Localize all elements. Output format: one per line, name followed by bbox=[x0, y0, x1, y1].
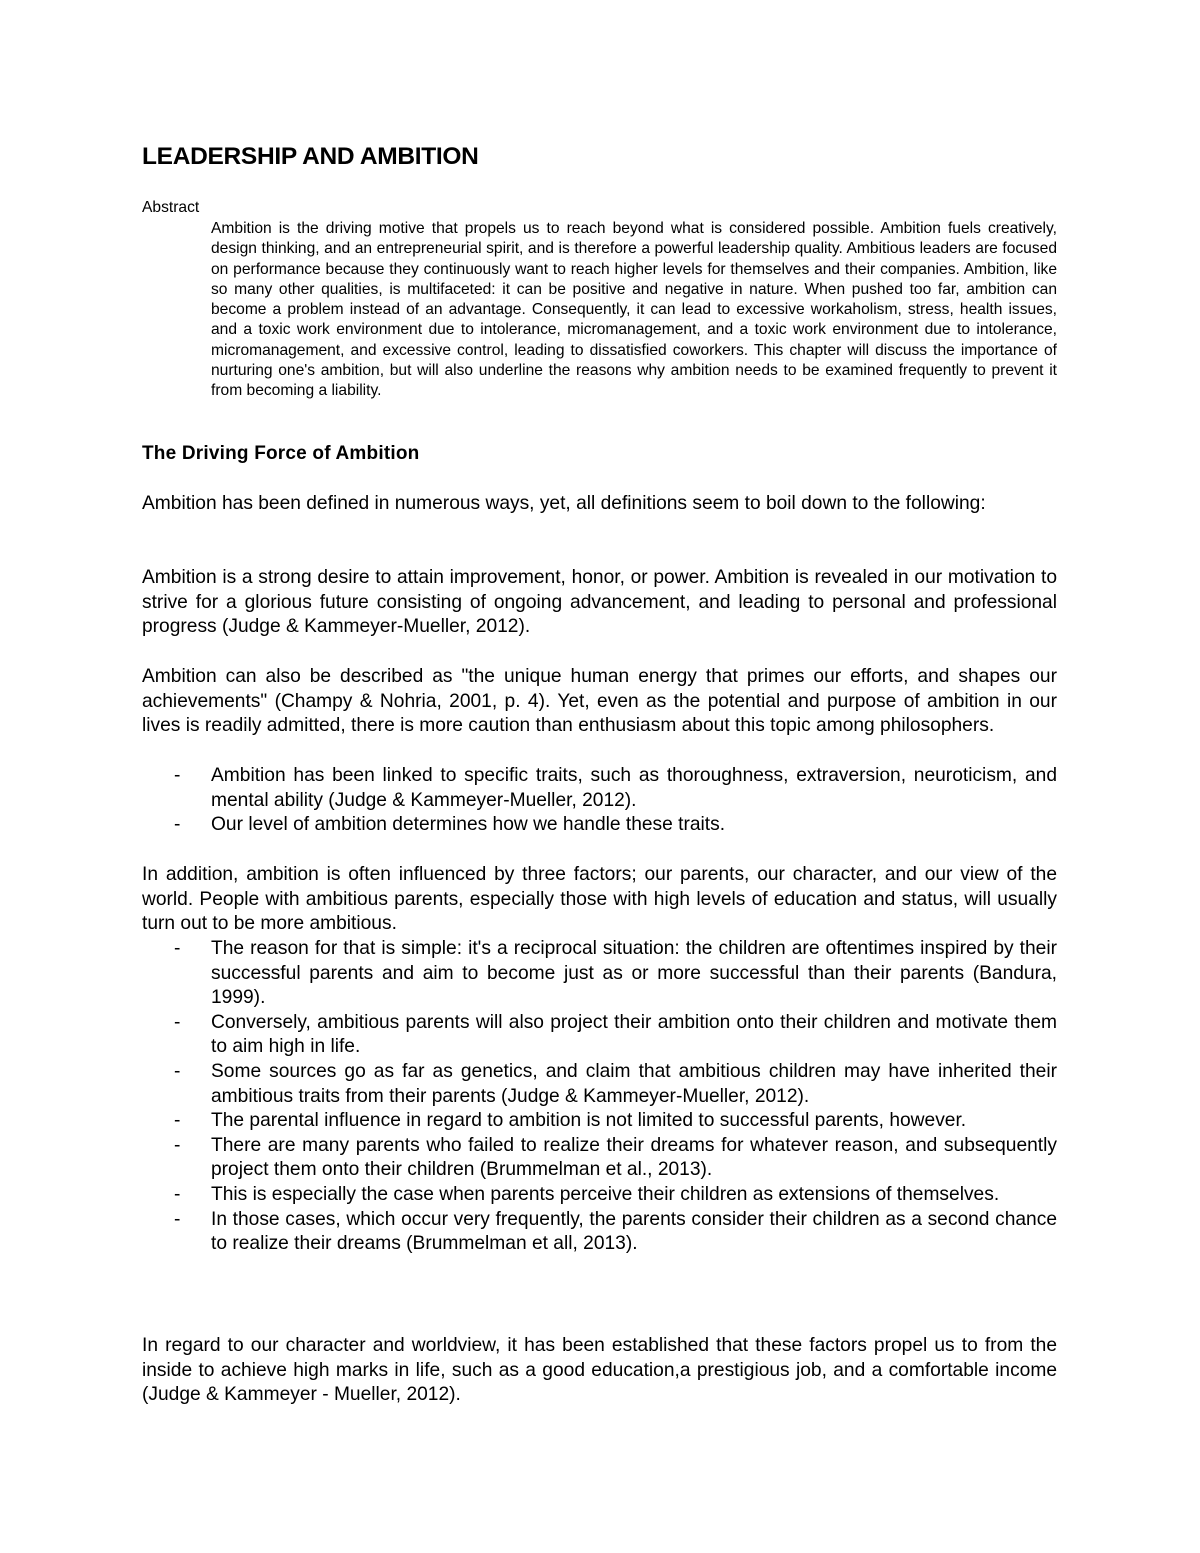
abstract-label: Abstract bbox=[142, 199, 200, 216]
paragraph-description: Ambition can also be described as "the unique human energy that primes our efforts, and shapes our achievements" (Champy & Nohria, 2001, p. 4). Yet, even as the potential and purpose of ambition in our lives is readily admitted, there is more caution than enthusiasm about this topic among philosophers. bbox=[142, 666, 1057, 737]
bullet-dash: - bbox=[174, 1011, 181, 1033]
bullet-dash: - bbox=[174, 938, 181, 959]
bullet-dash: - bbox=[174, 1110, 181, 1132]
bullet-dash: - bbox=[174, 765, 181, 786]
list-item: - There are many parents who failed to realize their dreams for whatever reason, and subsequently project them onto their children (Brummelman et al., 2013). bbox=[174, 1134, 1057, 1181]
list-item: - Ambition has been linked to specific traits, such as thoroughness, extraversion, neuroticism, and mental ability (Judge & Kammeyer-Mueller, 2012). bbox=[174, 765, 1057, 811]
paragraph-factors: In addition, ambition is often influenced by three factors; our parents, our character, and our view of the world. People with ambitious parents, especially those with high levels of education and status, will usually turn out to be more ambitious. bbox=[142, 864, 1057, 935]
paragraph-character-worldview: In regard to our character and worldview, it has been established that these factors propel us to from the inside to achieve high marks in life, such as a good education,a prestigious job, and a comfortable income (Judge & Kammeyer - Mueller, 2012). bbox=[142, 1335, 1057, 1406]
parents-bullet-list bbox=[142, 937, 1057, 1257]
abstract-text: Ambition is the driving motive that propels us to reach beyond what is considered possible. Ambition fuels creatively, design thinking, and an entrepreneurial spirit, and is therefore a powerful leadership quality. Ambitious leaders are focused on performance because they continuously want to reach higher levels for themselves and their companies. Ambition, like so many other qualities, is multifaceted: it can be positive and negative in nature. When pushed too far, ambition can become a problem instead of an advantage. Consequently, it can lead to excessive workaholism, stress, health issues, and a toxic work environment due to intolerance, micromanagement, and a toxic work environment due to intolerance, micromanagement, and excessive control, leading to dissatisfied coworkers. This chapter will discuss the importance of nurturing one's ambition, but will also underline the reasons why ambition needs to be examined frequently to prevent it from becoming a liability. bbox=[211, 220, 1057, 400]
list-item: - Our level of ambition determines how we handle these traits. bbox=[142, 813, 1057, 838]
paragraph-definition: Ambition is a strong desire to attain improvement, honor, or power. Ambition is revealed in our motivation to strive for a glorious future consisting of ongoing advancement, and leading to personal and professional progress (Judge & Kammeyer-Mueller, 2012). bbox=[142, 567, 1057, 638]
list-item: - Some sources go as far as genetics, and claim that ambitious children may have inherited their ambitious traits from their parents (Judge & Kammeyer-Mueller, 2012). bbox=[174, 1060, 1057, 1107]
bullet-dash: - bbox=[174, 1134, 181, 1156]
document-title: LEADERSHIP AND AMBITION bbox=[142, 143, 479, 170]
bullet-dash: - bbox=[174, 814, 181, 836]
list-item: - This is especially the case when parents perceive their children as extensions of themselves. bbox=[142, 1183, 1057, 1208]
traits-bullet-list bbox=[142, 764, 1057, 838]
list-item: - The parental influence in regard to ambition is not limited to successful parents, however. bbox=[142, 1109, 1057, 1134]
bullet-dash: - bbox=[174, 1208, 181, 1230]
list-item: - In those cases, which occur very frequently, the parents consider their children as a second chance to realize their dreams (Brummelman et all, 2013). bbox=[174, 1208, 1057, 1255]
list-item: - The reason for that is simple: it's a reciprocal situation: the children are oftentimes inspired by their successful parents and aim to become just as or more successful than their parents (Bandura, 1999). bbox=[174, 938, 1057, 1009]
bullet-dash: - bbox=[174, 1183, 181, 1205]
bullet-dash: - bbox=[174, 1060, 181, 1082]
paragraph-definition-intro: Ambition has been defined in numerous ways, yet, all definitions seem to boil down to the following: bbox=[142, 493, 986, 514]
list-item: - Conversely, ambitious parents will also project their ambition onto their children and motivate them to aim high in life. bbox=[174, 1011, 1057, 1058]
section-heading: The Driving Force of Ambition bbox=[142, 443, 420, 464]
